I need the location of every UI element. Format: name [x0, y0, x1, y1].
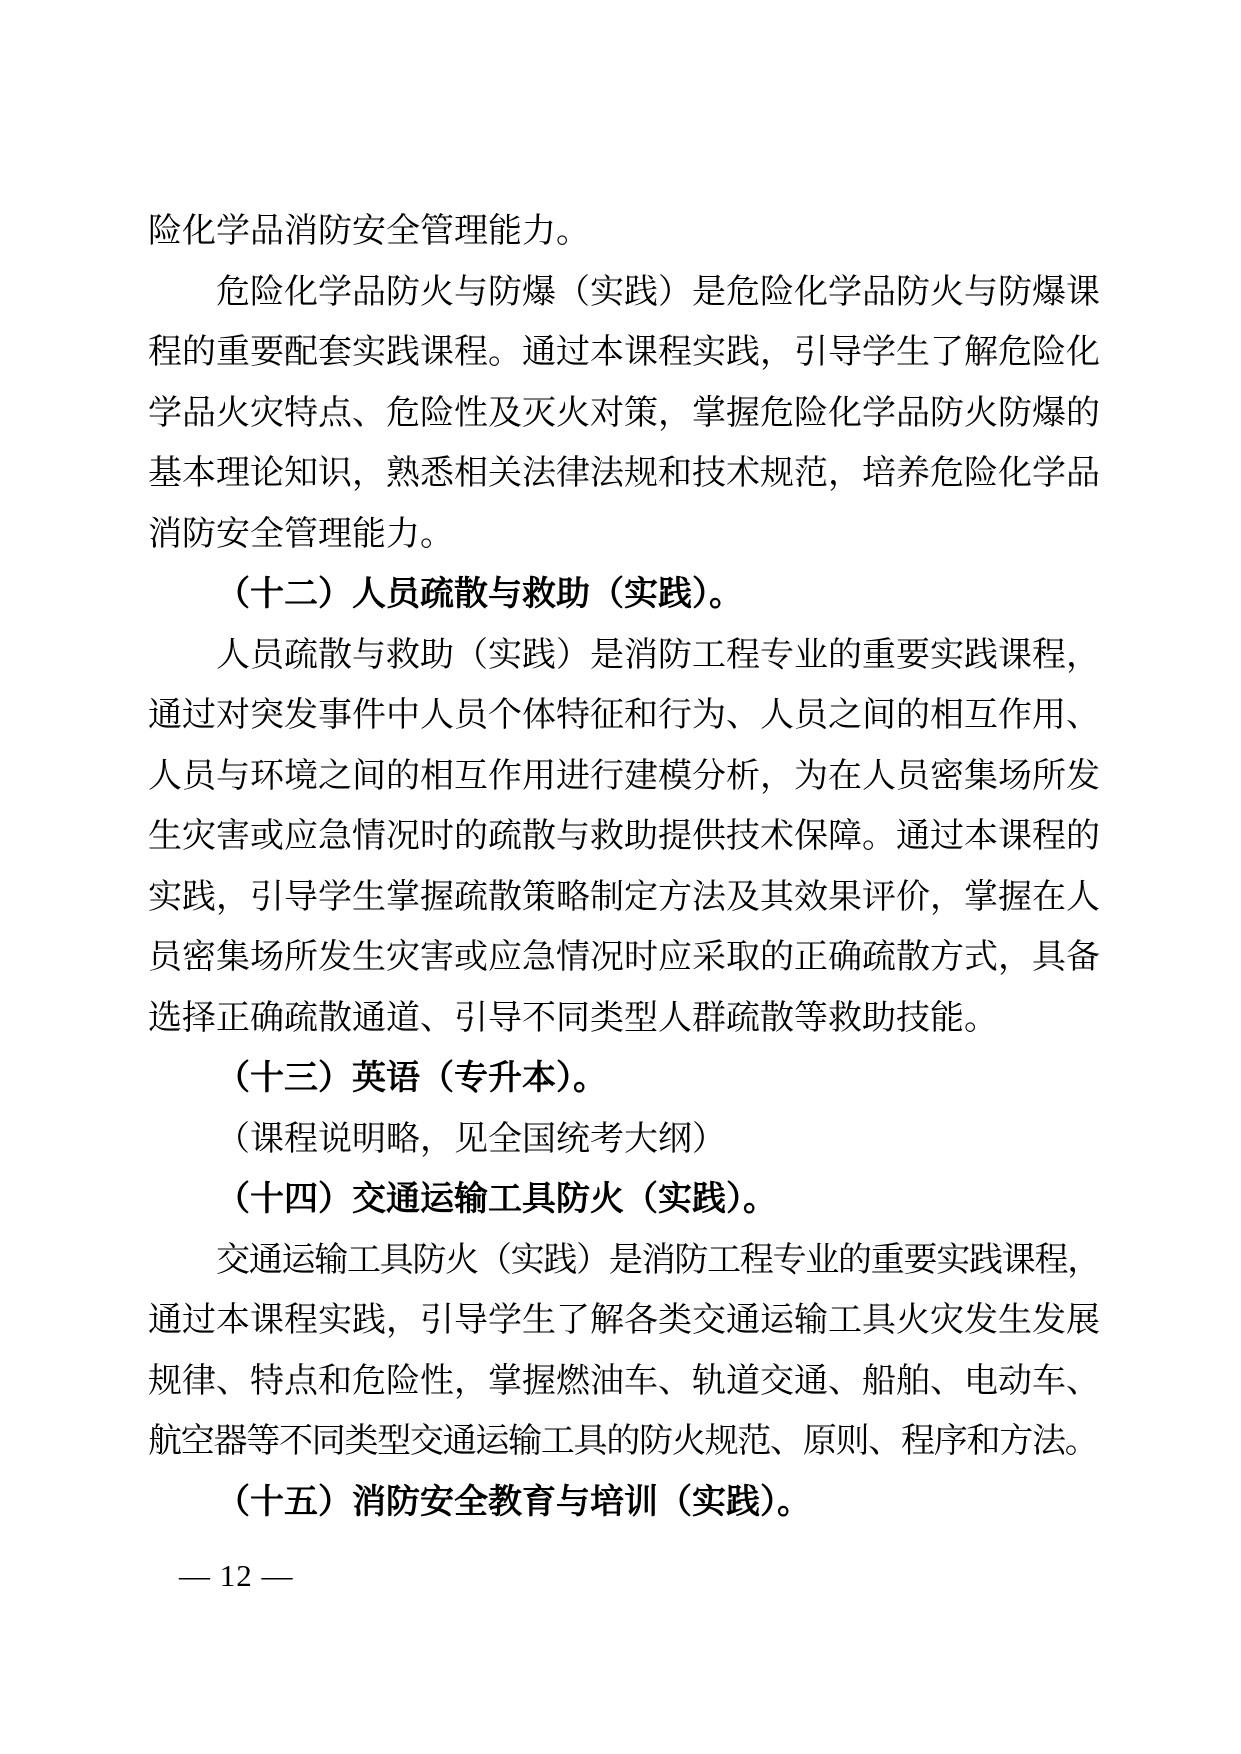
body-text-line: 人员疏散与救助（实践）是消防工程专业的重要实践课程， [216, 636, 1100, 674]
body-text-line: 员密集场所发生灾害或应急情况时应采取的正确疏散方式，具备 [148, 939, 1100, 976]
body-text-line: 生灾害或应急情况时的疏散与救助提供技术保障。通过本课程的 [148, 818, 1100, 855]
body-text-line: 通过本课程实践，引导学生了解各类交通运输工具火灾发生发展 [148, 1302, 1100, 1339]
body-text-line: 规律、特点和危险性，掌握燃油车、轨道交通、船舶、电动车、 [148, 1362, 1100, 1400]
body-text-line: 实践，引导学生掌握疏散策略制定方法及其效果评价，掌握在人 [148, 878, 1100, 916]
section-heading-15: （十五）消防安全教育与培训（实践）。 [216, 1483, 811, 1521]
document-body [148, 202, 1100, 1533]
body-text-line: 危险化学品防火与防爆（实践）是危险化学品防火与防爆课 [216, 273, 1100, 311]
body-text-line: 学品火灾特点、危险性及灭火对策，掌握危险化学品防火防爆的 [148, 394, 1100, 432]
body-text-line: 航空器等不同类型交通运输工具的防火规范、原则、程序和方法。 [148, 1423, 1098, 1460]
body-text-line: 选择正确疏散通道、引导不同类型人群疏散等救助技能。 [148, 999, 998, 1037]
body-text-line: 人员与环境之间的相互作用进行建模分析，为在人员密集场所发 [148, 757, 1100, 795]
body-text-line: 基本理论知识，熟悉相关法律法规和技术规范，培养危险化学品 [148, 455, 1100, 492]
body-text-line: 消防安全管理能力。 [148, 515, 454, 553]
note-line: （课程说明略，见全国统考大纲） [216, 1120, 726, 1158]
body-text-line: 交通运输工具防火（实践）是消防工程专业的重要实践课程， [216, 1241, 1100, 1279]
section-heading-14: （十四）交通运输工具防火（实践）。 [216, 1181, 777, 1218]
page-number: — 12 — [179, 1558, 294, 1593]
body-text-line: 程的重要配套实践课程。通过本课程实践，引导学生了解危险化 [148, 334, 1100, 371]
body-text-line: 险化学品消防安全管理能力。 [148, 213, 590, 250]
body-text-line: 通过对突发事件中人员个体特征和行为、人员之间的相互作用、 [148, 697, 1100, 734]
section-heading-12: （十二）人员疏散与救助（实践）。 [216, 576, 743, 613]
section-heading-13: （十三）英语（专升本）。 [216, 1060, 607, 1097]
